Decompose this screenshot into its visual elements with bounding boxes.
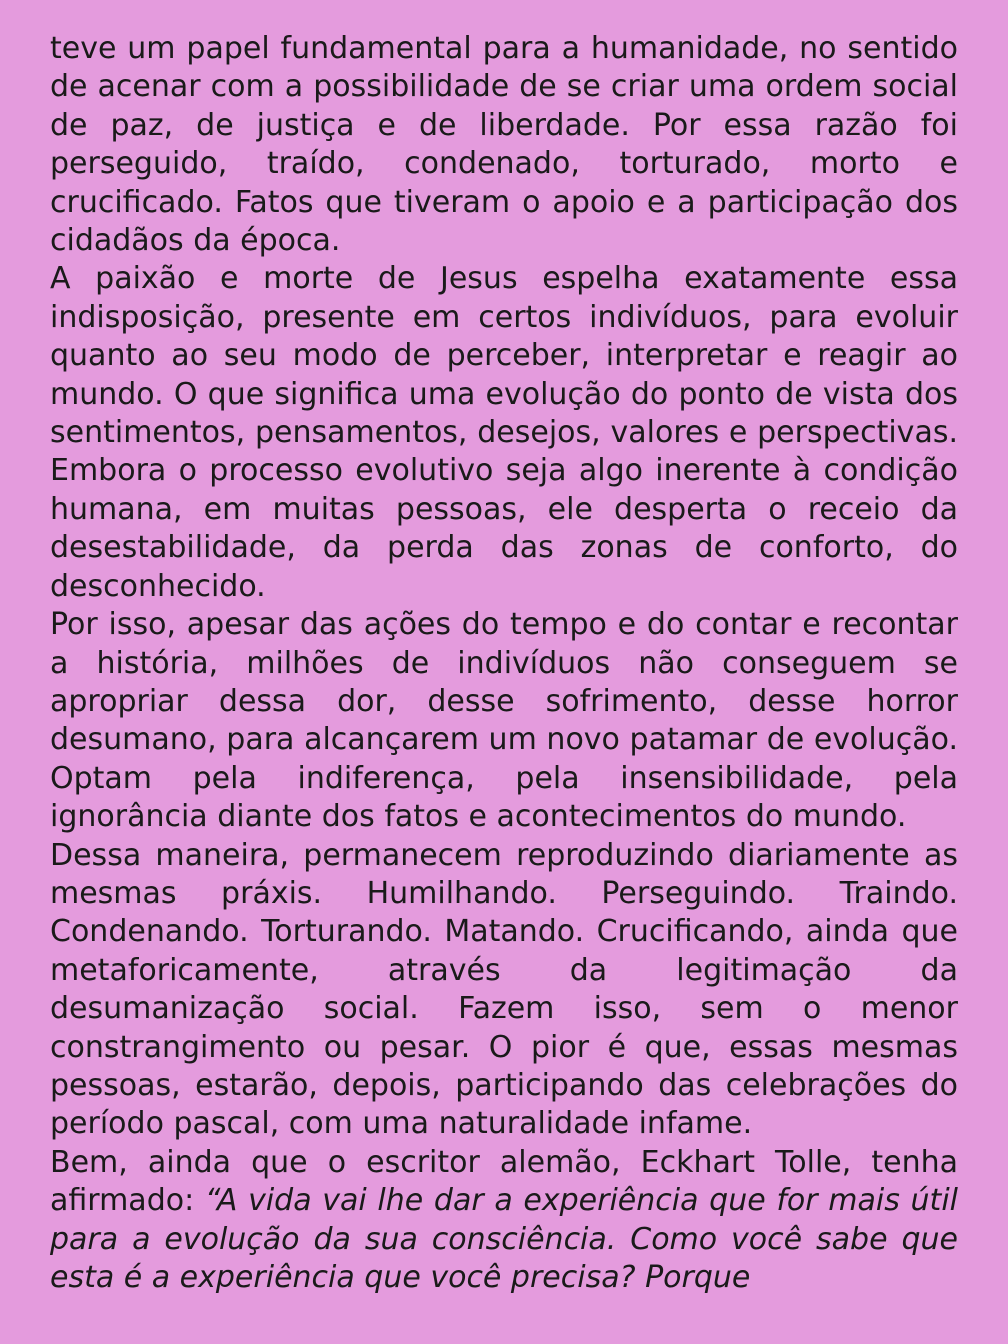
tolle-quote: “A vida vai lhe dar a experiência que for mais útil para a evolução da sua consciência. Como você sabe que esta é a experiência que você precisa? Porque <box>50 1183 958 1295</box>
paragraph-4: Dessa maneira, permanecem reproduzindo diariamente as mesmas práxis. Humilhando. Perseguindo. Traindo. Condenando. Torturando. Matando. Crucificando, ainda que metaforicamente, através da legitimação da desumanização social. Fazem isso, sem o menor constrangimento ou pesar. O pior é que, essas mesmas pessoas, estarão, depois, participando das celebrações do período pascal, com uma naturalidade infame. <box>50 837 958 1142</box>
document-page <box>50 30 958 1297</box>
paragraph-5-intro: Bem, ainda que o escritor alemão, Eckhart Tolle, tenha afirmado: <box>50 1144 958 1219</box>
paragraph-2: A paixão e morte de Jesus espelha exatamente essa indisposição, presente em certos indivíduos, para evoluir quanto ao seu modo de perceber, interpretar e reagir ao mundo. O que significa uma evolução do ponto de vista dos sentimentos, pensamentos, desejos, valores e perspectivas. Embora o processo evolutivo seja algo inerente à condição humana, em muitas pessoas, ele desperta o receio da desestabilidade, da perda das zonas de conforto, do desconhecido. <box>50 261 958 604</box>
paragraph-1: teve um papel fundamental para a humanidade, no sentido de acenar com a possibilidade de se criar uma ordem social de paz, de justiça e de liberdade. Por essa razão foi perseguido, traído, condenado, torturado, morto e crucificado. Fatos que tiveram o apoio e a participação dos cidadãos da época. <box>50 31 958 259</box>
paragraph-3: Por isso, apesar das ações do tempo e do contar e recontar a história, milhões de indivíduos não conseguem se apropriar dessa dor, desse sofrimento, desse horror desumano, para alcançarem um novo patamar de evolução. Optam pela indiferença, pela insensibilidade, pela ignorância diante dos fatos e acontecimentos do mundo. <box>50 607 958 835</box>
paragraph-5 <box>50 1144 958 1298</box>
